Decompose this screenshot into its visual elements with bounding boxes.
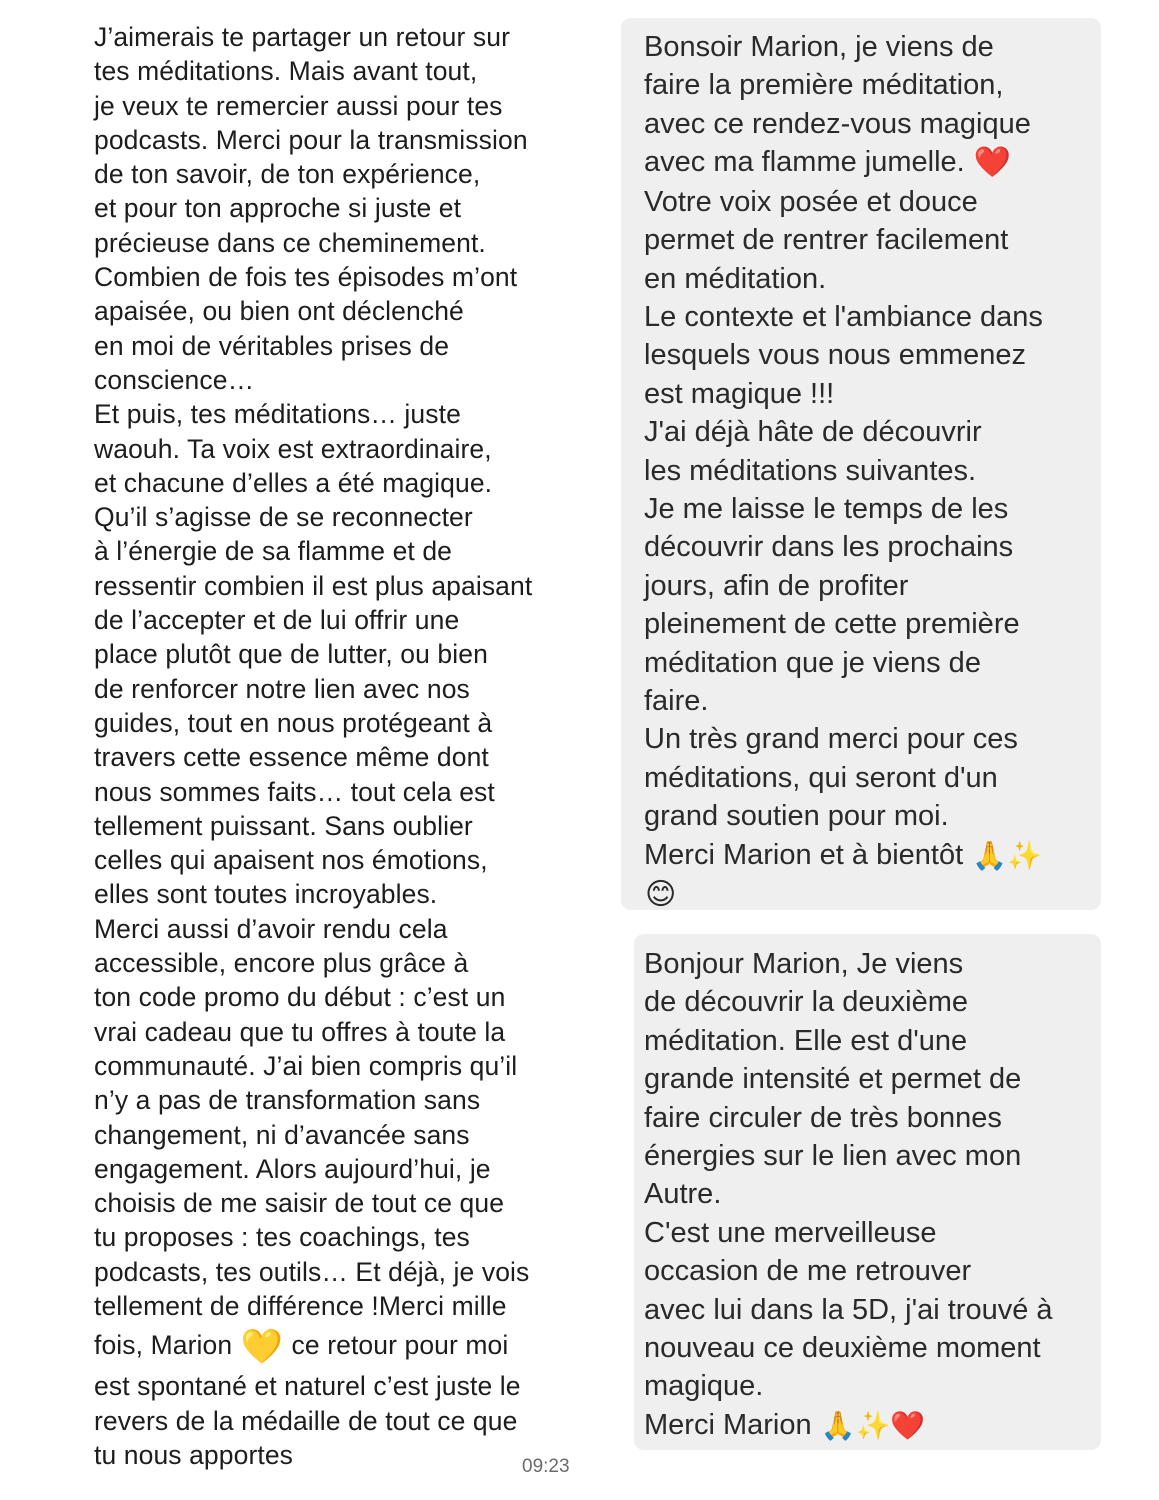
bubble-1-closing: Merci Marion et à bientôt [644,838,964,871]
bubble-1-body: Votre voix posée et douce permet de rentrer facilement en méditation. Le contexte et l'ambiance dans lesquels vous nous emmenez est magique !!! J'ai déjà hâte de découvrir les méditations suivantes. Je me laisse le temps de les découvrir dans les prochains jours, afin de profiter pleinement de cette première méditation que je viens de faire. Un très grand merci pour ces méditations, qui seront d'un grand soutien pour moi. [644,185,1043,833]
message-left-heart-line [94,1323,508,1369]
bubble-1-intro: Bonsoir Marion, je viens de faire la première méditation, avec ce rendez-vous magique avec ma flamme jumelle. [644,31,1031,179]
praying-hands-sparkles-icon: 🙏✨ [972,839,1042,871]
praying-hands-sparkles-heart-icon: 🙏✨❤️ [820,1410,926,1442]
message-left [94,20,564,1472]
smiling-face-icon: 😊 [645,878,677,912]
message-bubble-first-meditation [621,18,1101,910]
bubble-2-closing: Merci Marion [644,1408,812,1441]
bubble-2-text [644,945,1091,1445]
message-left-text [94,20,564,1472]
message-bubble-second-meditation [634,934,1101,1450]
message-timestamp: 09:23 [522,1456,570,1477]
red-heart-icon: ❤️ [973,146,1012,180]
message-left-heart-prefix: fois, Marion [94,1330,233,1361]
bubble-1-text [644,28,1091,915]
yellow-heart-icon: 💛 [240,1328,284,1367]
message-left-body: J’aimerais te partager un retour sur tes méditations. Mais avant tout, je veux te remercier aussi pour tes podcasts. Merci pour la transmission de ton savoir, de ton expérience, et pour ton approche si juste et précieuse dans ce cheminement. Combien de fois tes épisodes m’ont apaisée, ou bien ont déclenché en moi de véritables prises de conscience… Et puis, tes méditations… juste waouh. Ta voix est extraordinaire, et chacune d’elles a été magique. Qu’il s’agisse de se reconnecter à l’énergie de sa flamme et de ressentir combien il est plus apaisant de l’accepter et de lui offrir une place plutôt que de lutter, ou bien de renforcer notre lien avec nos guides, tout en nous protégeant à travers cette essence même dont nous sommes faits… tout cela est tellement puissant. Sans oublier celles qui apaisent nos émotions, elles sont toutes incroyables. Merci aussi d’avoir rendu cela accessible, encore plus grâce à ton code promo du début : c’est un vrai cadeau que tu offres à toute la communauté. J’ai bien compris qu’il n’y a pas de transformation sans changement, ni d’avancée sans engagement. Alors aujourd’hui, je choisis de me saisir de tout ce que tu proposes : tes coachings, tes podcasts, tes outils… Et déjà, je vois tellement de différence !Merci mille [94,22,533,1321]
bubble-2-body: Bonjour Marion, Je viens de découvrir la deuxième méditation. Elle est d'une grande intensité et permet de faire circuler de très bonnes énergies sur le lien avec mon Autre. C'est une merveilleuse occasion de me retrouver avec lui dans la 5D, j'ai trouvé à nouveau ce deuxième moment magique. [644,948,1053,1403]
message-left-ending: est spontané et naturel c’est juste le revers de la médaille de tout ce que tu nous apportes [94,1371,521,1470]
message-left-heart-suffix: ce retour pour moi [291,1330,509,1361]
